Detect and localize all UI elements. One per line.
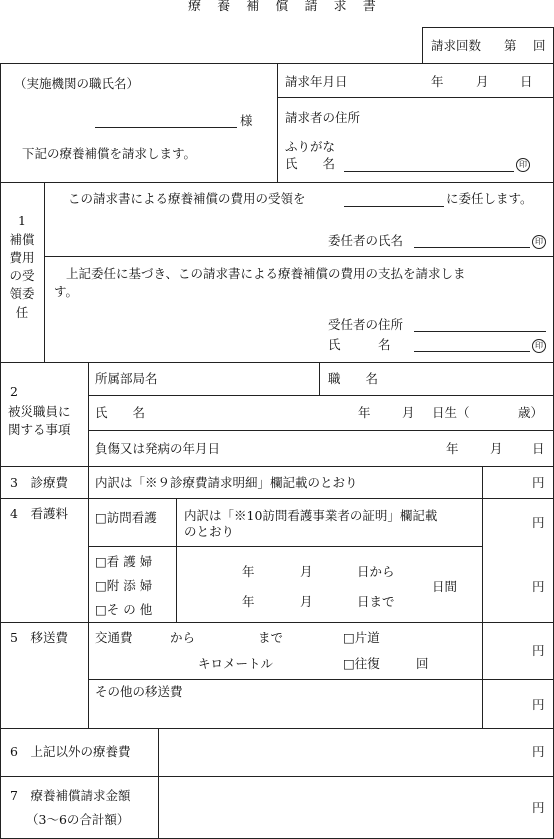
visit-nursing-yen: 円 [532, 515, 545, 530]
request-month: 月 [476, 74, 489, 89]
transport-from: から [170, 630, 196, 645]
injury-date-label: 負傷又は発病の年月日 [95, 441, 221, 456]
medical-fee-yen: 円 [532, 475, 545, 490]
request-sentence: 下記の療養補償を請求します。 [22, 146, 197, 161]
section2-number: 2 [10, 384, 18, 399]
attendant-checkbox[interactable]: □附 添 婦 [95, 578, 153, 593]
birth-month: 月 [402, 405, 415, 420]
transport-yen: 円 [532, 643, 545, 658]
other-transport-yen: 円 [532, 697, 545, 712]
section1-label: 補償費用の受領委任 [9, 232, 35, 320]
one-way-checkbox[interactable]: □片道 [343, 630, 380, 645]
nursing-days: 日間 [432, 579, 458, 594]
request-day: 日 [520, 74, 533, 89]
section2-label-line2: 関する事項 [8, 422, 71, 437]
times-label: 回 [416, 656, 429, 671]
section7-yen: 円 [532, 800, 545, 815]
section6-label: 6 上記以外の療養費 [10, 744, 131, 759]
form-title: 療 養 補 償 請 求 書 [188, 0, 382, 14]
nursing-from-day: 日から [357, 564, 395, 579]
section1-number: 1 [18, 213, 26, 228]
delegation-sentence-post: に委任します。 [446, 191, 533, 206]
delegation-sentence-pre: この請求書による療養補償の費用の受領を [68, 191, 306, 206]
other-checkbox[interactable]: □そ の 他 [95, 602, 153, 617]
payment-request-line2: す。 [54, 284, 79, 299]
visit-content-line1: 内訳は「※10訪問看護事業者の証明」欄記載 [184, 508, 438, 523]
nursing-to-year: 年 [242, 594, 255, 609]
nursing-from-month: 月 [300, 564, 313, 579]
visit-nursing-checkbox[interactable]: □訪問看護 [95, 510, 157, 525]
delegator-seal: 印 [532, 235, 546, 249]
nursing-yen: 円 [532, 579, 545, 594]
section2-label-line1: 被災職員に [8, 404, 71, 419]
delegate-name-label: 氏 名 [328, 337, 391, 352]
injury-year: 年 [446, 441, 459, 456]
requester-address-label: 請求者の住所 [285, 110, 361, 125]
transport-to: まで [258, 630, 284, 645]
nursing-to-day: 日まで [357, 594, 395, 609]
age-label: 歳） [518, 405, 544, 420]
request-year: 年 [431, 74, 444, 89]
furigana-label: ふりがな [285, 139, 336, 154]
section7-label-line2: （3～6の合計額） [26, 812, 130, 827]
delegator-name-label: 委任者の氏名 [328, 233, 404, 248]
section7-label-line1: 7 療養補償請求金額 [10, 788, 131, 803]
round-trip-checkbox[interactable]: □往復 [343, 656, 380, 671]
position-label: 職 名 [328, 371, 379, 386]
section3-label: 3 診療費 [10, 475, 68, 490]
section6-yen: 円 [532, 744, 545, 759]
other-transport-label: その他の移送費 [95, 684, 183, 699]
employee-name-label: 氏 名 [95, 405, 146, 420]
nursing-from-year: 年 [242, 564, 255, 579]
delegate-seal: 印 [532, 339, 546, 353]
injury-day: 日 [532, 441, 545, 456]
nurse-checkbox[interactable]: □看 護 婦 [95, 554, 153, 569]
injury-month: 月 [490, 441, 503, 456]
request-date-label: 請求年月日 [285, 74, 348, 89]
visit-content-line2: のとおり [184, 524, 235, 539]
birth-year: 年 [358, 405, 371, 420]
birth-day: 日生（ [432, 405, 470, 420]
request-count-label: 請求回数 [431, 38, 482, 53]
institution-label: （実施機関の職氏名） [14, 76, 140, 91]
section4-label: 4 看護料 [10, 506, 68, 521]
department-label: 所属部局名 [95, 371, 158, 386]
medical-fee-content: 内訳は「※９診療費請求明細」欄記載のとおり [95, 475, 358, 490]
request-count-suffix: 回 [533, 38, 546, 53]
request-count-prefix: 第 [504, 38, 517, 53]
requester-name-label: 氏 名 [285, 156, 336, 171]
transport-fee-label: 交通費 [95, 630, 133, 645]
seal-mark: 印 [516, 158, 530, 172]
delegate-address-label: 受任者の住所 [328, 317, 404, 332]
payment-request-line1: 上記委任に基づき、この請求書による療養補償の費用の支払を請求しま [66, 266, 466, 281]
nursing-to-month: 月 [300, 594, 313, 609]
kilometers-label: キロメートル [198, 656, 274, 671]
section5-label: 5 移送費 [10, 630, 68, 645]
sama-label: 様 [240, 113, 253, 128]
